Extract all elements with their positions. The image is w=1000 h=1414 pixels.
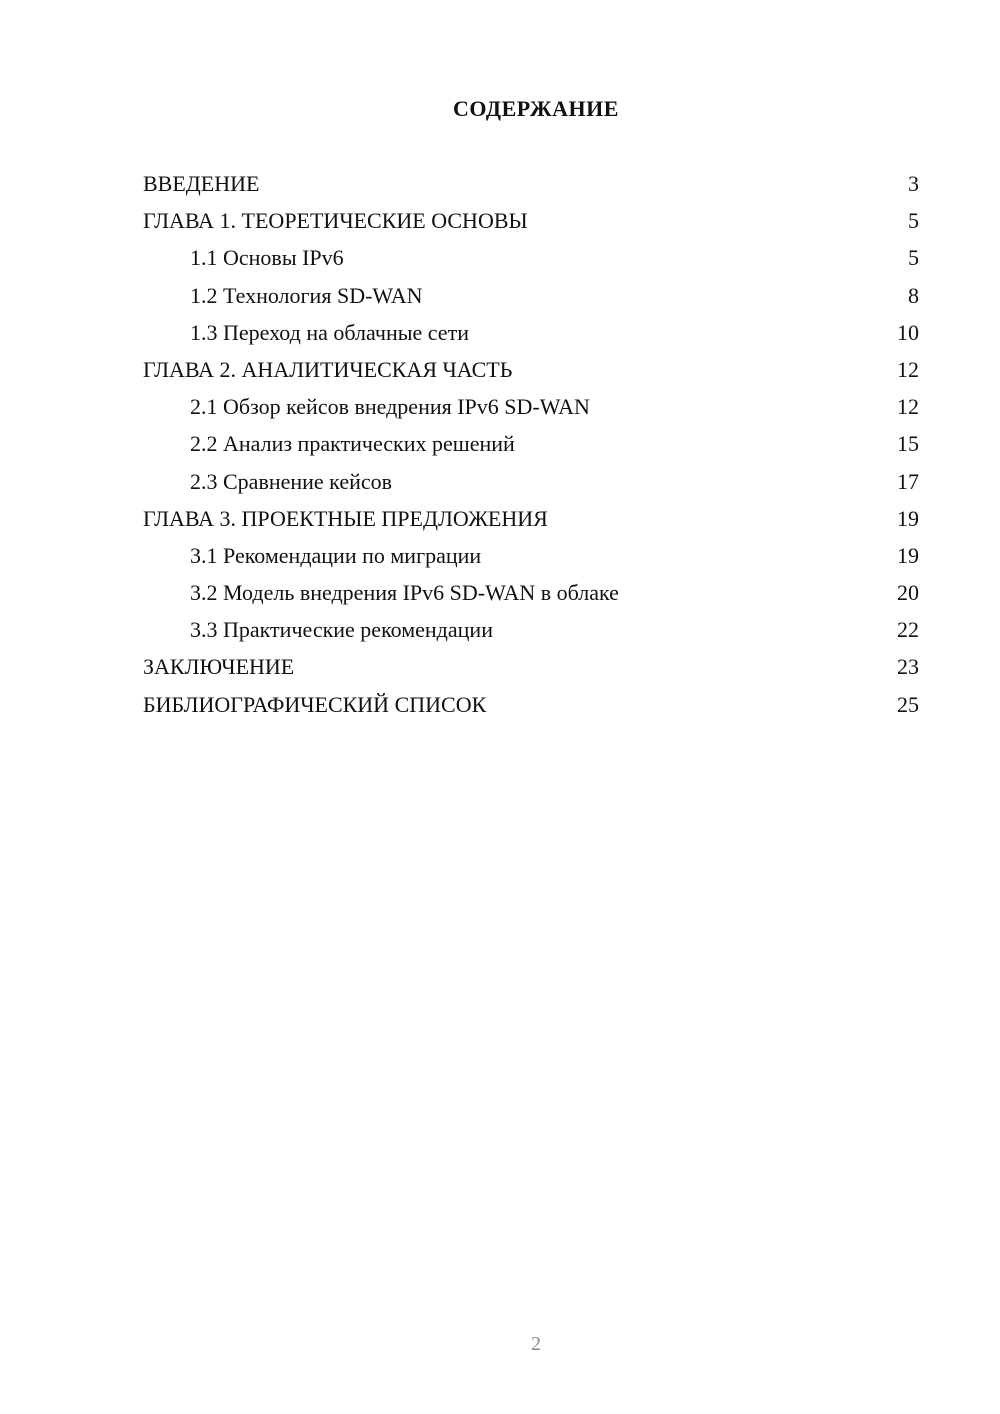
toc-entry-page: 23 — [897, 654, 919, 680]
toc-entry[interactable] — [143, 577, 919, 614]
toc-entry-page: 19 — [897, 542, 919, 568]
toc-entry[interactable] — [143, 168, 919, 205]
toc-entry-page: 12 — [897, 356, 919, 382]
table-of-contents — [143, 168, 919, 726]
toc-entry[interactable] — [143, 317, 919, 354]
toc-entry[interactable] — [143, 428, 919, 465]
toc-entry-text: ВВЕДЕНИЕ — [143, 171, 260, 196]
toc-entry-page: 17 — [897, 468, 919, 494]
toc-entry[interactable] — [143, 205, 919, 242]
toc-entry-page: 25 — [897, 691, 919, 717]
toc-entry[interactable] — [143, 651, 919, 688]
toc-entry-page: 19 — [897, 505, 919, 531]
toc-entry[interactable] — [143, 242, 919, 279]
toc-entry[interactable] — [143, 466, 919, 503]
page-number: 2 — [531, 1333, 541, 1355]
toc-entry-text: ГЛАВА 3. ПРОЕКТНЫЕ ПРЕДЛОЖЕНИЯ — [143, 505, 548, 531]
toc-entry[interactable] — [143, 689, 919, 726]
toc-entry[interactable] — [143, 540, 919, 577]
toc-entry-page: 3 — [908, 171, 919, 196]
toc-entry-text: 3.3 Практические рекомендации — [190, 617, 493, 643]
toc-entry-page: 5 — [908, 245, 919, 271]
toc-entry[interactable] — [143, 391, 919, 428]
toc-entry-text: 2.1 Обзор кейсов внедрения IPv6 SD-WAN — [190, 394, 590, 420]
toc-entry[interactable] — [143, 503, 919, 540]
toc-entry-text: 1.2 Технология SD-WAN — [190, 282, 423, 308]
toc-entry[interactable] — [143, 614, 919, 651]
toc-entry-page: 8 — [908, 282, 919, 308]
toc-entry-page: 15 — [897, 431, 919, 457]
toc-entry-text: 3.1 Рекомендации по миграции — [190, 542, 482, 568]
toc-entry-page: 20 — [897, 580, 919, 606]
toc-entry-text: ГЛАВА 2. АНАЛИТИЧЕСКАЯ ЧАСТЬ — [143, 356, 513, 382]
toc-entry-page: 12 — [897, 394, 919, 420]
toc-title: СОДЕРЖАНИЕ — [453, 96, 619, 121]
toc-entry-text: 2.2 Анализ практических решений — [190, 431, 515, 457]
toc-entry-text: БИБЛИОГРАФИЧЕСКИЙ СПИСОК — [143, 691, 487, 717]
toc-entry-text: 1.3 Переход на облачные сети — [190, 319, 469, 345]
toc-entry-text: ЗАКЛЮЧЕНИЕ — [143, 654, 295, 680]
toc-entry-page: 5 — [908, 208, 919, 234]
toc-entry[interactable] — [143, 354, 919, 391]
toc-entry-text: 1.1 Основы IPv6 — [190, 245, 344, 271]
toc-entry-text: 3.2 Модель внедрения IPv6 SD-WAN в облаке — [190, 580, 619, 606]
toc-entry-text: 2.3 Сравнение кейсов — [190, 468, 393, 494]
toc-entry-page: 22 — [897, 617, 919, 643]
toc-entry-page: 10 — [897, 319, 919, 345]
toc-entry-text: ГЛАВА 1. ТЕОРЕТИЧЕСКИЕ ОСНОВЫ — [143, 208, 528, 234]
toc-entry[interactable] — [143, 280, 919, 317]
